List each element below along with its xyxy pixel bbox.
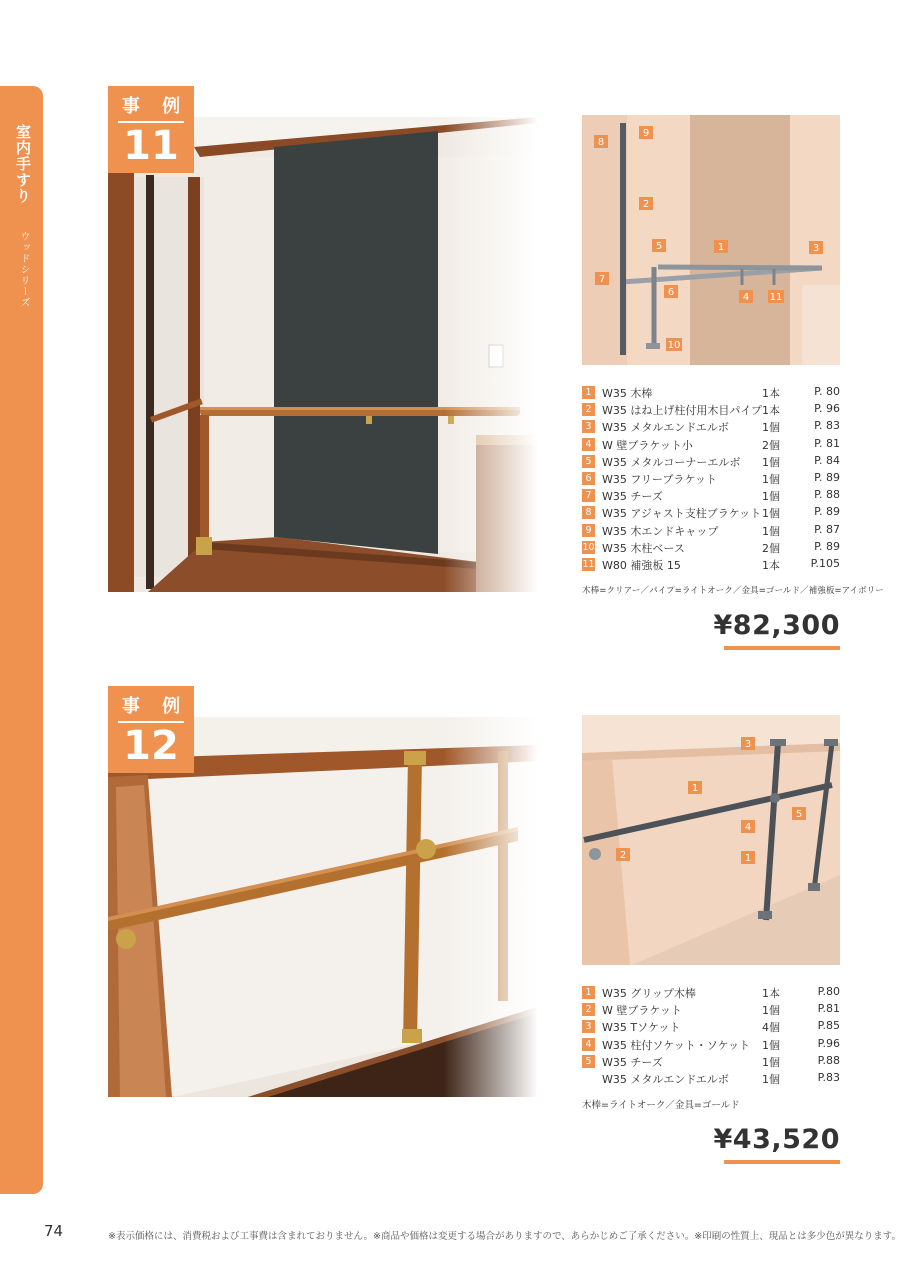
part-name: W35 グリップ木棒 xyxy=(602,987,696,1000)
part-name: W35 Tソケット xyxy=(602,1021,681,1035)
part-name: W 壁ブラケット xyxy=(602,1004,682,1018)
part-page: P. 80 xyxy=(814,385,840,398)
part-name: W35 柱付ソケット・ソケット xyxy=(602,1038,751,1052)
parts-row xyxy=(582,401,840,418)
part-name: W35 メタルエンドエルボ xyxy=(602,1072,729,1086)
diagram-label: 8 xyxy=(597,137,605,148)
part-page: P.80 xyxy=(817,985,840,998)
part-qty: 1個 xyxy=(762,1004,780,1018)
part-qty: 1個 xyxy=(762,490,780,504)
part-qty: 1本 xyxy=(762,387,780,400)
part-page: P. 84 xyxy=(814,453,840,467)
case-12-label-number: 12 xyxy=(123,723,179,769)
part-qty: 1個 xyxy=(762,1072,780,1086)
part-page: P. 89 xyxy=(814,539,840,553)
diagram-label: 5 xyxy=(795,809,803,820)
diagram-label: 3 xyxy=(812,243,820,254)
case-12-material: 木棒=ライトオーク／金具=ゴールド xyxy=(582,1100,740,1111)
parts-row xyxy=(582,470,840,487)
part-qty: 2個 xyxy=(762,541,780,555)
case-11-price-underline xyxy=(724,646,840,650)
part-qty: 1個 xyxy=(762,507,780,521)
part-qty: 1個 xyxy=(762,1038,780,1052)
part-name: W80 補強板 15 xyxy=(602,558,681,572)
diagram-label: 3 xyxy=(744,739,752,750)
part-page: P. 89 xyxy=(814,470,840,484)
parts-row xyxy=(582,1070,840,1087)
case-11-parts-list xyxy=(582,384,840,573)
part-number: 5 xyxy=(582,1055,595,1068)
part-name: W35 チーズ xyxy=(602,490,663,504)
part-page: P.88 xyxy=(817,1053,840,1067)
part-name: W 壁ブラケット小 xyxy=(602,438,693,452)
parts-row xyxy=(582,418,840,435)
part-page: P.81 xyxy=(817,1002,840,1016)
diagram-label: 1 xyxy=(744,853,752,864)
part-qty: 1本 xyxy=(762,987,780,1000)
part-page: P. 96 xyxy=(814,402,840,416)
part-number: 4 xyxy=(582,438,595,451)
case-12-price: ¥43,520 xyxy=(713,1124,840,1155)
case-11-badge xyxy=(108,86,194,173)
sidebar-title: 室内手すり xyxy=(14,124,32,204)
parts-row xyxy=(582,436,840,453)
parts-row xyxy=(582,556,840,573)
case-12-photo xyxy=(108,717,538,1097)
part-qty: 1本 xyxy=(762,404,780,418)
part-number: 11 xyxy=(582,558,595,570)
part-number: 2 xyxy=(582,403,595,416)
part-number: 3 xyxy=(582,1020,595,1033)
part-number: 1 xyxy=(582,986,595,999)
parts-row xyxy=(582,1001,840,1018)
part-page: P.105 xyxy=(810,556,840,570)
part-page: P.85 xyxy=(817,1019,840,1033)
parts-row xyxy=(582,1018,840,1035)
parts-row xyxy=(582,384,840,401)
part-qty: 4個 xyxy=(762,1021,780,1035)
parts-row xyxy=(582,539,840,556)
case-12-price-underline xyxy=(724,1160,840,1164)
part-number: 9 xyxy=(582,524,595,537)
parts-row xyxy=(582,1036,840,1053)
part-name: W35 はね上げ柱付用木目パイプ xyxy=(602,404,763,418)
diagram-label: 10 xyxy=(667,340,681,351)
case-12-parts-list xyxy=(582,984,840,1087)
diagram-label: 9 xyxy=(642,128,650,139)
diagram-label: 7 xyxy=(598,274,606,285)
part-number: 4 xyxy=(582,1038,595,1051)
part-page: P. 88 xyxy=(814,488,840,502)
case-11-material: 木棒=クリアー／パイプ=ライトオーク／金具=ゴールド／補強板=アイボリー xyxy=(582,586,884,596)
sidebar-subtitle: ウッドシリーズ xyxy=(18,231,29,308)
part-page: P. 83 xyxy=(814,419,840,433)
part-qty: 2個 xyxy=(762,438,780,452)
part-name: W35 チーズ xyxy=(602,1055,663,1069)
parts-row xyxy=(582,487,840,504)
part-number: 2 xyxy=(582,1003,595,1016)
part-number: 3 xyxy=(582,420,595,433)
diagram-label: 4 xyxy=(744,822,752,833)
footnote: ※表示価格には、消費税および工事費は含まれておりません。※商品や価格は変更する場合がありますので、あらかじめご了承ください。※印刷の性質上、現品とは多少色が異なります。 xyxy=(108,1231,902,1242)
part-name: W35 フリーブラケット xyxy=(602,472,717,486)
diagram-label: 2 xyxy=(642,199,650,210)
part-number: 1 xyxy=(582,386,595,399)
part-page: P.83 xyxy=(817,1070,840,1084)
part-number: 5 xyxy=(582,455,595,468)
part-name: W35 木エンドキャップ xyxy=(602,524,719,538)
parts-row xyxy=(582,504,840,521)
part-qty: 1個 xyxy=(762,472,780,486)
part-name: W35 メタルエンドエルボ xyxy=(602,421,729,435)
parts-row xyxy=(582,453,840,470)
case-12-label-word: 事 例 xyxy=(121,696,189,717)
part-qty: 1個 xyxy=(762,1055,780,1069)
part-page: P. 87 xyxy=(814,522,840,536)
part-number: 10 xyxy=(582,541,595,553)
part-number: 7 xyxy=(582,489,595,502)
diagram-label: 11 xyxy=(769,292,783,303)
part-name: W35 木棒 xyxy=(602,387,653,400)
parts-row xyxy=(582,984,840,1001)
part-qty: 1個 xyxy=(762,421,780,435)
part-page: P. 89 xyxy=(814,505,840,519)
part-name: W35 アジャスト支柱ブラケット xyxy=(602,507,762,521)
diagram-label: 2 xyxy=(619,850,627,861)
part-name: W35 メタルコーナーエルボ xyxy=(602,455,741,469)
part-qty: 1個 xyxy=(762,455,780,469)
diagram-label: 5 xyxy=(655,241,663,252)
parts-row xyxy=(582,1053,840,1070)
part-number: 8 xyxy=(582,506,595,519)
case-11-label-number: 11 xyxy=(123,123,179,169)
part-qty: 1個 xyxy=(762,524,780,538)
case-11-diagram xyxy=(582,115,840,365)
part-number: 6 xyxy=(582,472,595,485)
part-page: P. 81 xyxy=(814,436,840,450)
case-11-label-word: 事 例 xyxy=(121,96,189,117)
case-11-photo xyxy=(108,117,538,592)
diagram-label: 6 xyxy=(667,287,675,298)
part-qty: 1本 xyxy=(762,558,780,572)
case-12-badge xyxy=(108,686,194,773)
parts-row xyxy=(582,522,840,539)
case-11-price: ¥82,300 xyxy=(713,610,840,641)
part-page: P.96 xyxy=(817,1036,840,1050)
diagram-label: 1 xyxy=(691,783,699,794)
page-number: 74 xyxy=(44,1222,64,1240)
diagram-label: 4 xyxy=(742,292,750,303)
case-12-diagram xyxy=(582,715,840,965)
part-name: W35 木柱ベース xyxy=(602,541,685,555)
diagram-label: 1 xyxy=(717,242,725,253)
